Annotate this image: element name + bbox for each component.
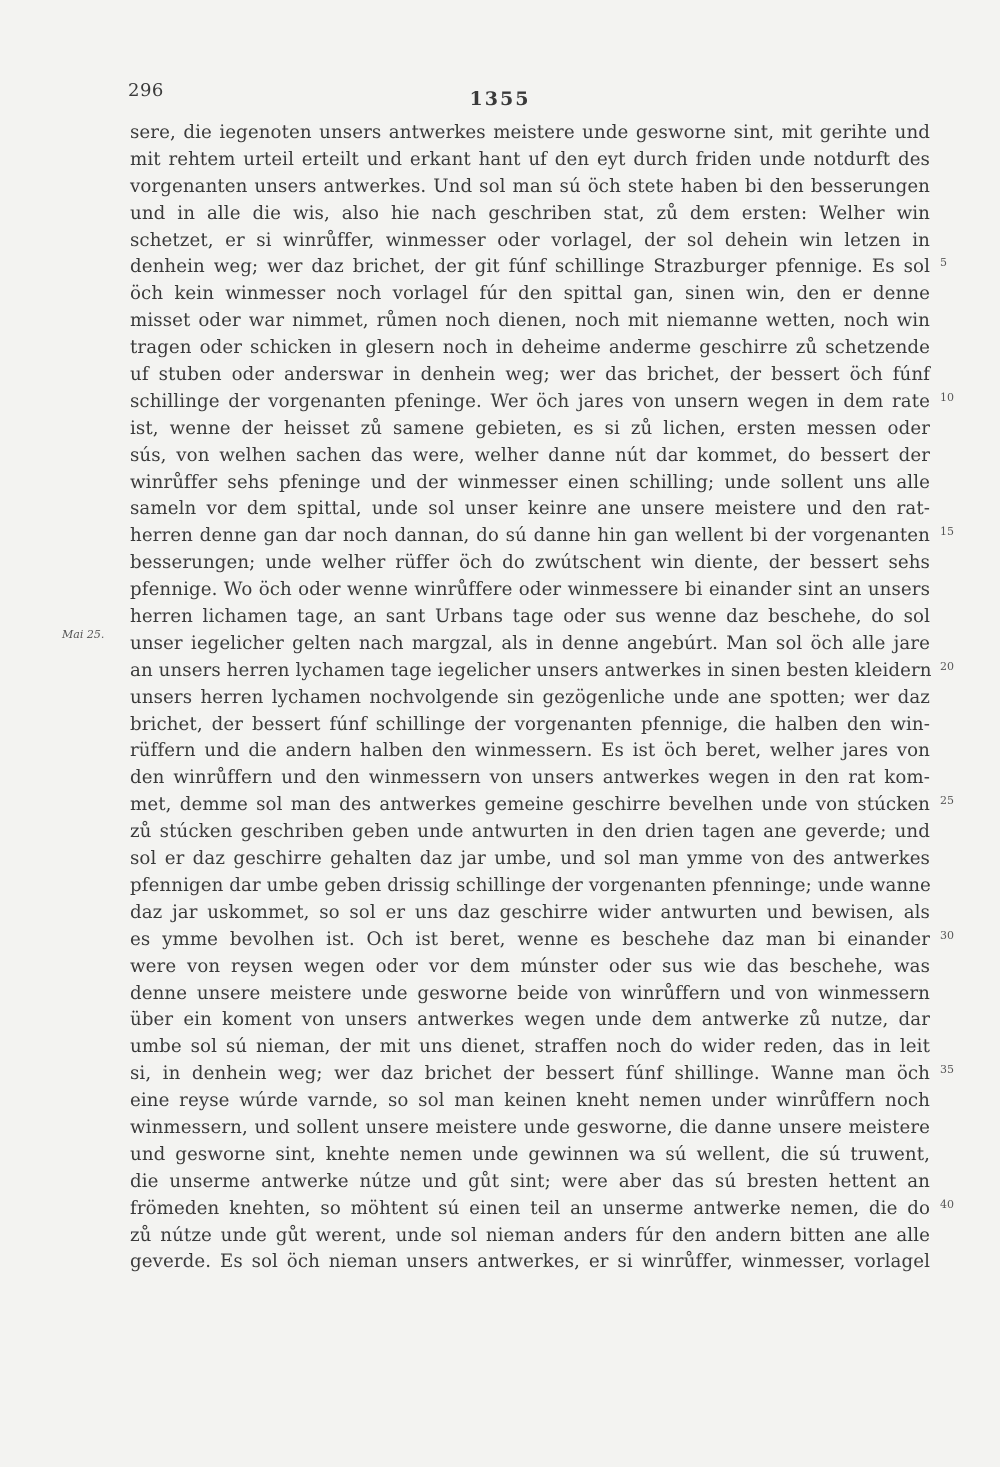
text-line: umbe sol sú nieman, der mit uns dienet, straffen noch do wider reden, das in leit	[130, 1036, 930, 1058]
text-line: si, in denhein weg; wer daz brichet der bessert fúnf shillinge. Wanne man öch	[130, 1063, 930, 1085]
line-number: 5	[940, 256, 947, 269]
text-line: herren denne gan dar noch dannan, do sú danne hin gan wellent bi der vorgenanten	[130, 525, 930, 547]
text-line: schetzet, er si winrůffer, winmesser oder vorlagel, der sol dehein win letzen in	[130, 229, 930, 251]
line-number: 25	[940, 794, 954, 807]
text-line: rüffern und die andern halben den winmessern. Es ist öch beret, welher jares von	[130, 740, 930, 762]
text-line: besserungen; unde welher rüffer öch do zwútschent win diente, der bessert sehs	[130, 552, 930, 574]
margin-date-note: Mai 25.	[62, 628, 105, 641]
text-line: öch kein winmesser noch vorlagel fúr den spittal gan, sinen win, den er denne	[130, 283, 930, 305]
text-line: were von reysen wegen oder vor dem múnster oder sus wie das beschehe, was	[130, 955, 930, 977]
text-line: sere, die iegenoten unsers antwerkes meistere unde gesworne sint, mit gerihte und	[130, 122, 930, 143]
text-line: denhein weg; wer daz brichet, der git fúnf schillinge Strazburger pfennige. Es sol	[130, 256, 930, 278]
text-line: zů stúcken geschriben geben unde antwurten in den drien tagen ane geverde; und	[130, 821, 930, 843]
text-line: daz jar uskommet, so sol er uns daz geschirre wider antwurten und bewisen, als	[130, 901, 930, 923]
text-line: zů nútze unde gůt werent, unde sol nieman anders fúr den andern bitten ane alle	[130, 1224, 930, 1246]
line-number: 40	[940, 1198, 954, 1211]
text-line: und in alle die wis, also hie nach geschriben stat, zů dem ersten: Welher win	[130, 202, 930, 224]
text-line: schillinge der vorgenanten pfeninge. Wer öch jares von unsern wegen in dem rate	[130, 390, 930, 412]
line-number: 35	[940, 1063, 954, 1076]
text-line: die unserme antwerke nútze und gůt sint; were aber das sú bresten hettent an	[130, 1170, 930, 1192]
text-line: uf stuben oder anderswar in denhein weg; wer das brichet, der bessert öch fúnf	[130, 364, 930, 386]
text-line: unser iegelicher gelten nach margzal, als in denne angebúrt. Man sol öch alle jare	[130, 632, 930, 654]
line-number: 15	[940, 525, 954, 538]
text-line: und gesworne sint, knehte nemen unde gewinnen wa sú wellent, die sú truwent,	[130, 1143, 930, 1165]
line-number: 20	[940, 660, 954, 673]
text-line: sameln vor dem spittal, unde sol unser keinre ane unsere meistere und den rat-	[130, 498, 930, 520]
text-line: pfennige. Wo öch oder wenne winrůffere oder winmessere bi einander sint an unsers	[130, 579, 930, 601]
body-text	[130, 120, 930, 1276]
year-heading: 1355	[469, 88, 531, 110]
text-line: pfennigen dar umbe geben drissig schillinge der vorgenanten pfenninge; unde wanne	[130, 874, 931, 896]
text-line: unsers herren lychamen nochvolgende sin gezögenliche unde ane spotten; wer daz	[130, 686, 930, 708]
text-line: denne unsere meistere unde gesworne beide von winrůffern und von winmessern	[130, 982, 930, 1004]
text-line: mit rehtem urteil erteilt und erkant hant uf den eyt durch friden unde notdurft des	[130, 148, 930, 170]
line-number: 10	[940, 391, 954, 404]
text-line: misset oder war nimmet, růmen noch dienen, noch mit niemanne wetten, noch win	[130, 310, 930, 332]
text-line: brichet, der bessert fúnf schillinge der vorgenanten pfennige, die halben den win-	[130, 713, 930, 735]
text-line: an unsers herren lychamen tage iegelicher unsers antwerkes in sinen besten kleidern	[130, 659, 932, 681]
text-line: sol er daz geschirre gehalten daz jar umbe, und sol man ymme von des antwerkes	[130, 848, 930, 870]
text-line: über ein koment von unsers antwerkes wegen unde dem antwerke zů nutze, dar	[130, 1009, 930, 1031]
page-number: 296	[128, 80, 164, 101]
text-line: den winrůffern und den winmessern von unsers antwerkes wegen in den rat kom-	[130, 767, 930, 789]
text-line: es ymme bevolhen ist. Och ist beret, wenne es beschehe daz man bi einander	[130, 928, 930, 950]
text-line: herren lichamen tage, an sant Urbans tage oder sus wenne daz beschehe, do sol	[130, 606, 930, 628]
text-line: met, demme sol man des antwerkes gemeine geschirre bevelhen unde von stúcken	[130, 794, 930, 816]
text-line: eine reyse wúrde varnde, so sol man keinen kneht nemen under winrůffern noch	[130, 1090, 930, 1112]
text-line: ist, wenne der heisset zů samene gebieten, es si zů lichen, ersten messen oder	[130, 417, 930, 439]
text-line: winmessern, und sollent unsere meistere unde gesworne, die danne unsere meistere	[130, 1116, 930, 1138]
text-line: geverde. Es sol öch nieman unsers antwerkes, er si winrůffer, winmesser, vorlagel	[130, 1251, 930, 1273]
line-number: 30	[940, 929, 954, 942]
text-line: vorgenanten unsers antwerkes. Und sol man sú öch stete haben bi den besserungen	[130, 175, 930, 197]
text-line: tragen oder schicken in glesern noch in deheime anderme geschirre zů schetzende	[130, 337, 930, 359]
text-line: winrůffer sehs pfeninge und der winmesser einen schilling; unde sollent uns alle	[130, 471, 930, 493]
text-line: sús, von welhen sachen das were, welher danne nút dar kommet, do bessert der	[130, 444, 930, 466]
text-line: frömeden knehten, so möhtent sú einen teil an unserme antwerke nemen, die do	[130, 1197, 930, 1219]
